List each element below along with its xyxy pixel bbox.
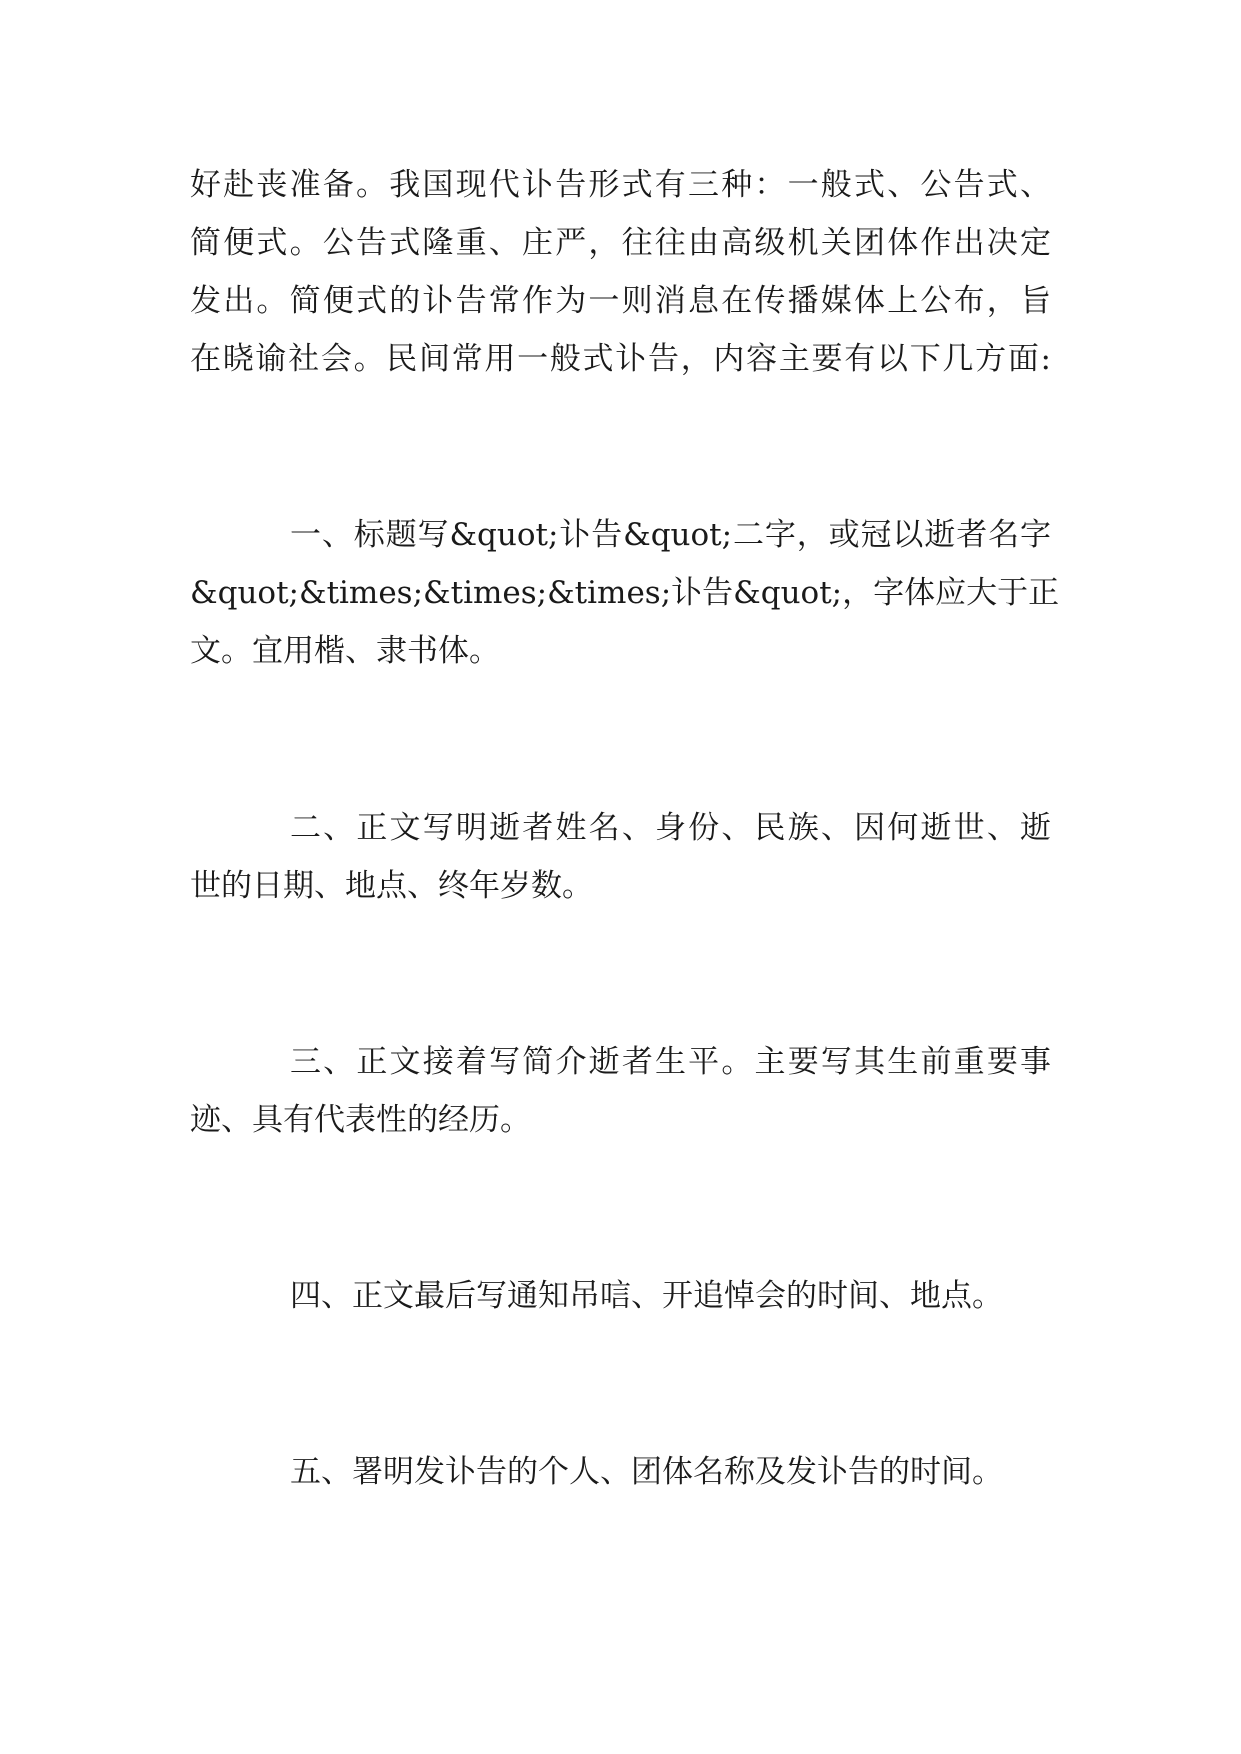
intro-line-3: 发出。简便式的讣告常作为一则消息在传播媒体上公布，旨 — [190, 283, 1051, 319]
item-1-line-2: &quot;&times;&times;&times;讣告&quot;，字体应大于正 — [190, 575, 1060, 611]
item-2-line-1: 二、正文写明逝者姓名、身份、民族、因何逝世、逝 — [290, 810, 1051, 846]
intro-line-4: 在晓谕社会。民间常用一般式讣告，内容主要有以下几方面: — [190, 341, 1051, 377]
item-5-line-1: 五、署明发讣告的个人、团体名称及发讣告的时间。 — [290, 1454, 1003, 1490]
item-2-line-2: 世的日期、地点、终年岁数。 — [190, 868, 593, 904]
item-3-line-2: 迹、具有代表性的经历。 — [190, 1102, 531, 1138]
item-3-line-1: 三、正文接着写简介逝者生平。主要写其生前重要事 — [290, 1044, 1051, 1080]
intro-line-1: 好赴丧准备。我国现代讣告形式有三种：一般式、公告式、 — [190, 167, 1051, 203]
item-1-line-3: 文。宜用楷、隶书体。 — [190, 633, 500, 669]
item-1-line-1: 一、标题写&quot;讣告&quot;二字，或冠以逝者名字 — [290, 517, 1051, 553]
intro-line-2: 简便式。公告式隆重、庄严，往往由高级机关团体作出决定 — [190, 225, 1051, 261]
item-4-line-1: 四、正文最后写通知吊唁、开追悼会的时间、地点。 — [290, 1278, 1003, 1314]
